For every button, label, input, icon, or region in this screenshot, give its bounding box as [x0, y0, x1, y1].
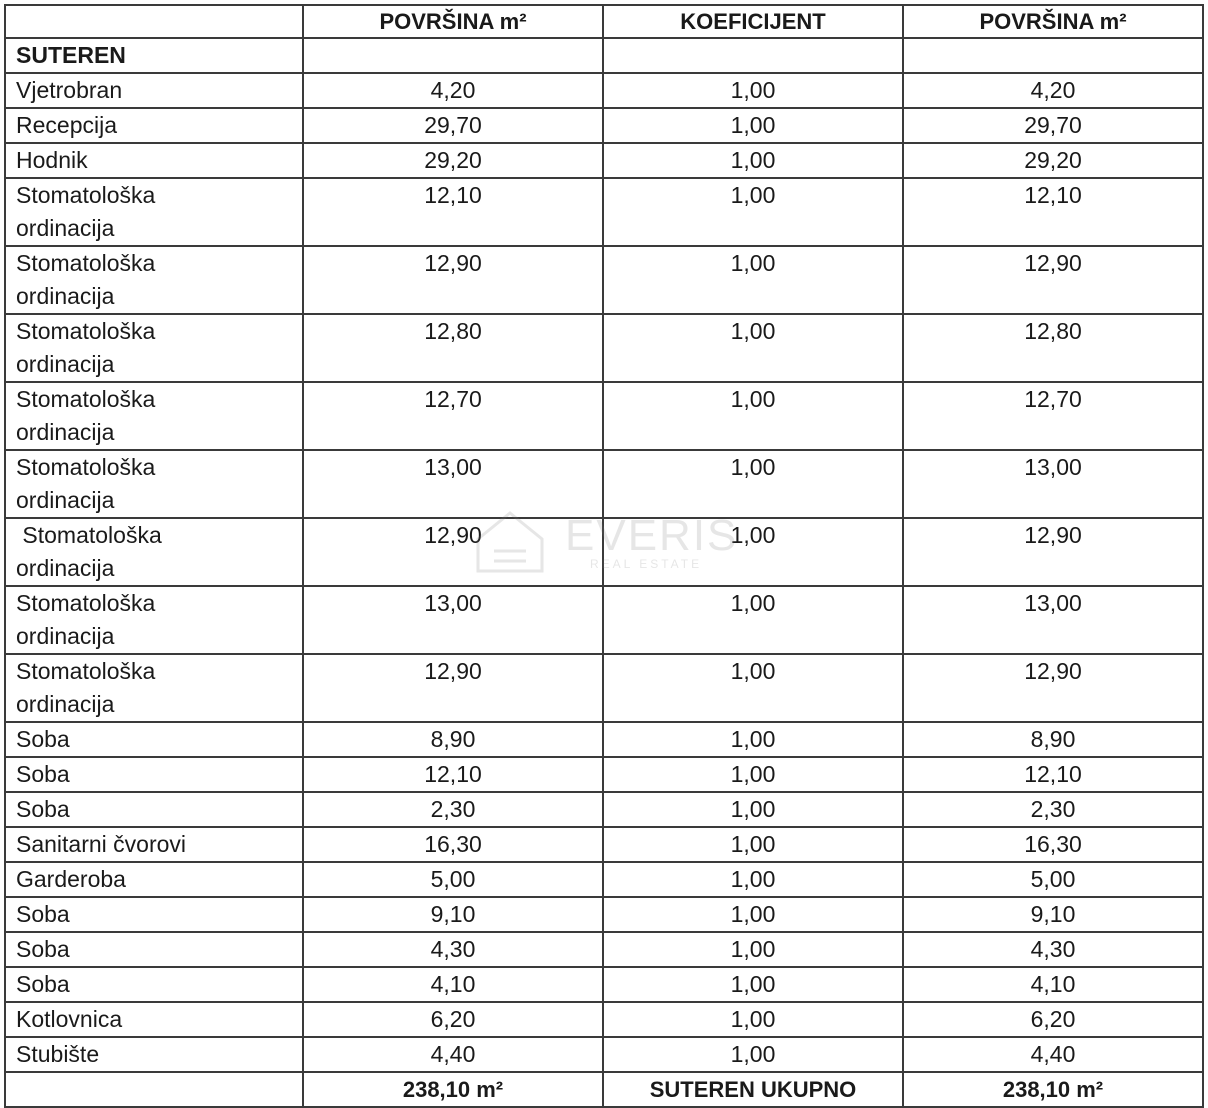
table-row [5, 1002, 1203, 1037]
room-name-cell [5, 792, 303, 827]
room-name-cell [5, 518, 303, 586]
room-name: Hodnik [16, 147, 88, 173]
coefficient-cell: 1,00 [603, 382, 903, 450]
table-row [5, 382, 1203, 450]
room-name-cell [5, 967, 303, 1002]
table-row [5, 862, 1203, 897]
table-row [5, 967, 1203, 1002]
room-name-cell [5, 827, 303, 862]
area-cell: 29,70 [303, 108, 603, 143]
room-name-line2: ordinacija [16, 419, 115, 445]
room-name: Stomatološka [16, 658, 156, 684]
room-name: Stomatološka [16, 386, 156, 412]
table-row [5, 654, 1203, 722]
area-total-cell: 12,90 [903, 518, 1203, 586]
total-area-total: 238,10 m² [903, 1072, 1203, 1107]
area-cell: 9,10 [303, 897, 603, 932]
coefficient-cell: 1,00 [603, 757, 903, 792]
room-name-cell [5, 932, 303, 967]
area-cell: 4,10 [303, 967, 603, 1002]
area-total-cell: 12,90 [903, 654, 1203, 722]
area-total-cell: 4,40 [903, 1037, 1203, 1072]
coefficient-cell: 1,00 [603, 314, 903, 382]
room-name: Vjetrobran [16, 77, 123, 103]
section-label: SUTEREN [5, 38, 303, 73]
total-empty-cell [5, 1072, 303, 1107]
room-name-cell [5, 654, 303, 722]
room-name-line2: ordinacija [16, 555, 115, 581]
table-row [5, 73, 1203, 108]
area-cell: 12,10 [303, 178, 603, 246]
table-row [5, 178, 1203, 246]
coefficient-cell: 1,00 [603, 932, 903, 967]
room-name-cell [5, 722, 303, 757]
coefficient-cell: 1,00 [603, 862, 903, 897]
area-cell: 29,20 [303, 143, 603, 178]
area-total-cell: 29,70 [903, 108, 1203, 143]
room-name-cell [5, 178, 303, 246]
area-total-cell: 4,30 [903, 932, 1203, 967]
total-label: SUTEREN UKUPNO [603, 1072, 903, 1107]
room-name-cell [5, 382, 303, 450]
room-name: Stomatološka [16, 250, 156, 276]
area-table [4, 4, 1204, 1108]
area-total-cell: 29,20 [903, 143, 1203, 178]
area-total-cell: 12,80 [903, 314, 1203, 382]
room-name: Soba [16, 936, 70, 962]
room-name: Soba [16, 796, 70, 822]
area-cell: 12,90 [303, 246, 603, 314]
coefficient-cell: 1,00 [603, 827, 903, 862]
room-name-line2: ordinacija [16, 623, 115, 649]
room-name: Garderoba [16, 866, 126, 892]
table-row [5, 1037, 1203, 1072]
area-total-cell: 4,20 [903, 73, 1203, 108]
total-area: 238,10 m² [303, 1072, 603, 1107]
room-name-cell [5, 757, 303, 792]
watermark-brand: EVERIS [565, 511, 739, 560]
room-name-line2: ordinacija [16, 487, 115, 513]
area-total-cell: 13,00 [903, 450, 1203, 518]
room-name-cell [5, 1002, 303, 1037]
room-name-cell [5, 862, 303, 897]
room-name: Soba [16, 761, 70, 787]
area-cell: 16,30 [303, 827, 603, 862]
room-name: Stomatološka [16, 454, 156, 480]
room-name: Stubište [16, 1041, 100, 1067]
room-name-cell [5, 108, 303, 143]
table-row [5, 586, 1203, 654]
table-row [5, 757, 1203, 792]
area-total-cell: 4,10 [903, 967, 1203, 1002]
table-row [5, 143, 1203, 178]
header-row [5, 5, 1203, 38]
area-cell: 12,90 [303, 654, 603, 722]
area-cell: 6,20 [303, 1002, 603, 1037]
total-row [5, 1072, 1203, 1107]
room-name-cell [5, 314, 303, 382]
coefficient-cell: 1,00 [603, 967, 903, 1002]
area-cell: 2,30 [303, 792, 603, 827]
coefficient-cell: 1,00 [603, 178, 903, 246]
room-name-cell [5, 73, 303, 108]
area-total-cell: 2,30 [903, 792, 1203, 827]
header-cell-name [5, 5, 303, 38]
room-name-cell [5, 143, 303, 178]
area-total-cell: 9,10 [903, 897, 1203, 932]
coefficient-cell: 1,00 [603, 1002, 903, 1037]
coefficient-cell: 1,00 [603, 518, 903, 586]
area-total-cell: 8,90 [903, 722, 1203, 757]
room-name: Stomatološka [16, 590, 156, 616]
table-row [5, 897, 1203, 932]
area-cell: 12,90 [303, 518, 603, 586]
table-row [5, 246, 1203, 314]
room-name: Recepcija [16, 112, 117, 138]
area-cell: 5,00 [303, 862, 603, 897]
coefficient-cell: 1,00 [603, 1037, 903, 1072]
area-cell: 12,10 [303, 757, 603, 792]
coefficient-cell: 1,00 [603, 73, 903, 108]
room-name-cell [5, 450, 303, 518]
table-row [5, 722, 1203, 757]
area-cell: 12,70 [303, 382, 603, 450]
area-cell: 4,40 [303, 1037, 603, 1072]
table-row [5, 108, 1203, 143]
room-name: Soba [16, 726, 70, 752]
table-row [5, 932, 1203, 967]
room-name-line2: ordinacija [16, 351, 115, 377]
watermark-subtitle: REAL ESTATE [590, 557, 703, 571]
area-total-cell: 5,00 [903, 862, 1203, 897]
area-cell: 12,80 [303, 314, 603, 382]
section-row [5, 38, 1203, 73]
room-name: Kotlovnica [16, 1006, 123, 1032]
coefficient-cell: 1,00 [603, 450, 903, 518]
room-name-cell [5, 897, 303, 932]
coefficient-cell: 1,00 [603, 143, 903, 178]
area-total-cell: 12,70 [903, 382, 1203, 450]
room-name: Sanitarni čvorovi [16, 831, 187, 857]
room-name: Stomatološka [16, 182, 156, 208]
section-empty-cell [603, 38, 903, 73]
area-cell: 13,00 [303, 586, 603, 654]
area-cell: 8,90 [303, 722, 603, 757]
header-cell-area-total: POVRŠINA m² [903, 5, 1203, 38]
coefficient-cell: 1,00 [603, 722, 903, 757]
area-total-cell: 12,10 [903, 757, 1203, 792]
coefficient-cell: 1,00 [603, 586, 903, 654]
room-name: Stomatološka [16, 318, 156, 344]
room-name: Soba [16, 901, 70, 927]
coefficient-cell: 1,00 [603, 654, 903, 722]
coefficient-cell: 1,00 [603, 108, 903, 143]
area-total-cell: 6,20 [903, 1002, 1203, 1037]
room-name-cell [5, 1037, 303, 1072]
area-total-cell: 13,00 [903, 586, 1203, 654]
area-total-cell: 12,90 [903, 246, 1203, 314]
coefficient-cell: 1,00 [603, 897, 903, 932]
room-name: Stomatološka [16, 522, 162, 548]
area-cell: 4,30 [303, 932, 603, 967]
area-total-cell: 12,10 [903, 178, 1203, 246]
area-cell: 13,00 [303, 450, 603, 518]
header-cell-area: POVRŠINA m² [303, 5, 603, 38]
coefficient-cell: 1,00 [603, 246, 903, 314]
coefficient-cell: 1,00 [603, 792, 903, 827]
room-name-line2: ordinacija [16, 283, 115, 309]
section-empty-cell [903, 38, 1203, 73]
room-name-line2: ordinacija [16, 691, 115, 717]
room-name-cell [5, 586, 303, 654]
table-row [5, 518, 1203, 586]
table-row [5, 450, 1203, 518]
area-cell: 4,20 [303, 73, 603, 108]
table-row [5, 314, 1203, 382]
room-name-line2: ordinacija [16, 215, 115, 241]
header-cell-coefficient: KOEFICIJENT [603, 5, 903, 38]
table-row [5, 792, 1203, 827]
section-empty-cell [303, 38, 603, 73]
table-row [5, 827, 1203, 862]
area-total-cell: 16,30 [903, 827, 1203, 862]
room-name-cell [5, 246, 303, 314]
room-name: Soba [16, 971, 70, 997]
